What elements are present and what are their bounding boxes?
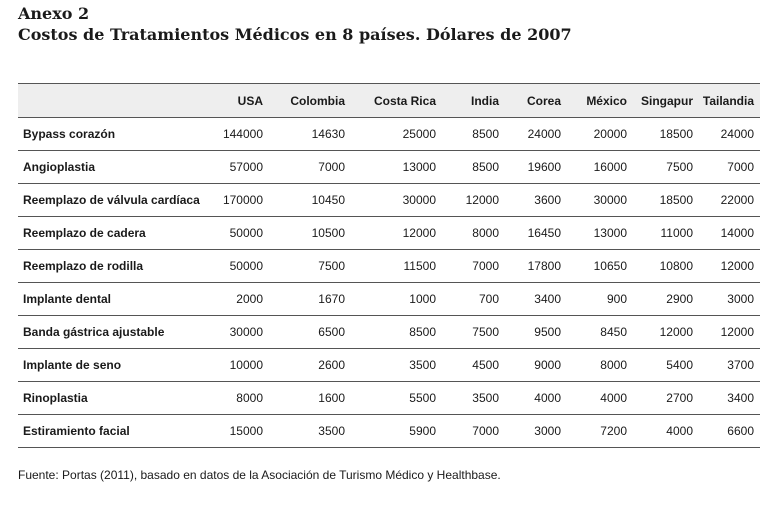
table-cell: 5500 (351, 382, 442, 415)
table-cell: 1600 (269, 382, 351, 415)
table-cell: 16450 (505, 217, 567, 250)
table-cell: 2600 (269, 349, 351, 382)
table-row (18, 283, 760, 316)
cost-table-container (18, 83, 760, 448)
table-row (18, 217, 760, 250)
table-cell: 24000 (505, 118, 567, 151)
table-cell: 18500 (633, 118, 699, 151)
table-cell: 25000 (351, 118, 442, 151)
table-cell: 30000 (351, 184, 442, 217)
table-cell: 20000 (567, 118, 633, 151)
table-cell: 3400 (699, 382, 760, 415)
table-cell: 4000 (633, 415, 699, 448)
table-cell: 2700 (633, 382, 699, 415)
table-cell: 10000 (214, 349, 269, 382)
table-row (18, 118, 760, 151)
table-cell: 9500 (505, 316, 567, 349)
table-cell: 8000 (214, 382, 269, 415)
table-cell: 8500 (351, 316, 442, 349)
table-cell: 7500 (269, 250, 351, 283)
table-cell: 7500 (442, 316, 505, 349)
row-label: Reemplazo de cadera (18, 217, 214, 250)
table-cell: 3600 (505, 184, 567, 217)
table-cell: 11500 (351, 250, 442, 283)
column-header: México (567, 84, 633, 118)
header-row (18, 84, 760, 118)
table-cell: 3000 (699, 283, 760, 316)
table-cell: 7500 (633, 151, 699, 184)
table-cell: 19600 (505, 151, 567, 184)
column-header: India (442, 84, 505, 118)
table-cell: 12000 (351, 217, 442, 250)
table-cell: 22000 (699, 184, 760, 217)
table-cell: 30000 (214, 316, 269, 349)
table-cell: 50000 (214, 250, 269, 283)
table-cell: 3400 (505, 283, 567, 316)
column-header: Costa Rica (351, 84, 442, 118)
table-cell: 12000 (633, 316, 699, 349)
table-cell: 5900 (351, 415, 442, 448)
table-row (18, 250, 760, 283)
table-cell: 13000 (567, 217, 633, 250)
table-cell: 10650 (567, 250, 633, 283)
row-label: Reemplazo de válvula cardíaca (18, 184, 214, 217)
column-header: Singapur (633, 84, 699, 118)
header-corner (18, 84, 214, 118)
table-cell: 8000 (442, 217, 505, 250)
column-header: Tailandia (699, 84, 760, 118)
table-cell: 50000 (214, 217, 269, 250)
row-label: Banda gástrica ajustable (18, 316, 214, 349)
table-cell: 13000 (351, 151, 442, 184)
table-cell: 1670 (269, 283, 351, 316)
table-cell: 7000 (442, 250, 505, 283)
source-note: Fuente: Portas (2011), basado en datos de la Asociación de Turismo Médico y Healthbase. (18, 468, 501, 482)
table-row (18, 349, 760, 382)
table-cell: 10800 (633, 250, 699, 283)
table-cell: 5400 (633, 349, 699, 382)
table-body (18, 118, 760, 448)
table-cell: 144000 (214, 118, 269, 151)
table-cell: 3500 (269, 415, 351, 448)
row-label: Implante de seno (18, 349, 214, 382)
table-cell: 4000 (505, 382, 567, 415)
table-cell: 57000 (214, 151, 269, 184)
table-row (18, 382, 760, 415)
table-cell: 9000 (505, 349, 567, 382)
column-header: Colombia (269, 84, 351, 118)
table-cell: 30000 (567, 184, 633, 217)
annex-label: Anexo 2 (18, 4, 90, 23)
table-cell: 4000 (567, 382, 633, 415)
table-cell: 170000 (214, 184, 269, 217)
table-cell: 6600 (699, 415, 760, 448)
row-label: Reemplazo de rodilla (18, 250, 214, 283)
table-cell: 18500 (633, 184, 699, 217)
table-cell: 3000 (505, 415, 567, 448)
table-cell: 15000 (214, 415, 269, 448)
table-cell: 7000 (442, 415, 505, 448)
table-cell: 900 (567, 283, 633, 316)
table-cell: 24000 (699, 118, 760, 151)
table-cell: 7000 (699, 151, 760, 184)
table-row (18, 151, 760, 184)
table-cell: 11000 (633, 217, 699, 250)
table-cell: 3700 (699, 349, 760, 382)
table-row (18, 415, 760, 448)
table-cell: 4500 (442, 349, 505, 382)
table-cell: 700 (442, 283, 505, 316)
table-cell: 10500 (269, 217, 351, 250)
title-block (18, 3, 572, 45)
table-cell: 8500 (442, 151, 505, 184)
table-cell: 16000 (567, 151, 633, 184)
table-cell: 1000 (351, 283, 442, 316)
table-cell: 8500 (442, 118, 505, 151)
table-cell: 14630 (269, 118, 351, 151)
table-cell: 3500 (351, 349, 442, 382)
row-label: Implante dental (18, 283, 214, 316)
table-cell: 12000 (699, 250, 760, 283)
cost-table (18, 83, 760, 448)
table-cell: 10450 (269, 184, 351, 217)
row-label: Rinoplastia (18, 382, 214, 415)
row-label: Estiramiento facial (18, 415, 214, 448)
table-cell: 12000 (442, 184, 505, 217)
table-cell: 7200 (567, 415, 633, 448)
table-cell: 7000 (269, 151, 351, 184)
table-row (18, 316, 760, 349)
table-cell: 8450 (567, 316, 633, 349)
table-cell: 12000 (699, 316, 760, 349)
table-cell: 2000 (214, 283, 269, 316)
table-cell: 8000 (567, 349, 633, 382)
row-label: Angioplastia (18, 151, 214, 184)
table-cell: 6500 (269, 316, 351, 349)
table-cell: 17800 (505, 250, 567, 283)
column-header: USA (214, 84, 269, 118)
table-cell: 14000 (699, 217, 760, 250)
table-cell: 3500 (442, 382, 505, 415)
row-label: Bypass corazón (18, 118, 214, 151)
table-row (18, 184, 760, 217)
page-title: Costos de Tratamientos Médicos en 8 países. Dólares de 2007 (18, 25, 572, 44)
column-header: Corea (505, 84, 567, 118)
table-cell: 2900 (633, 283, 699, 316)
